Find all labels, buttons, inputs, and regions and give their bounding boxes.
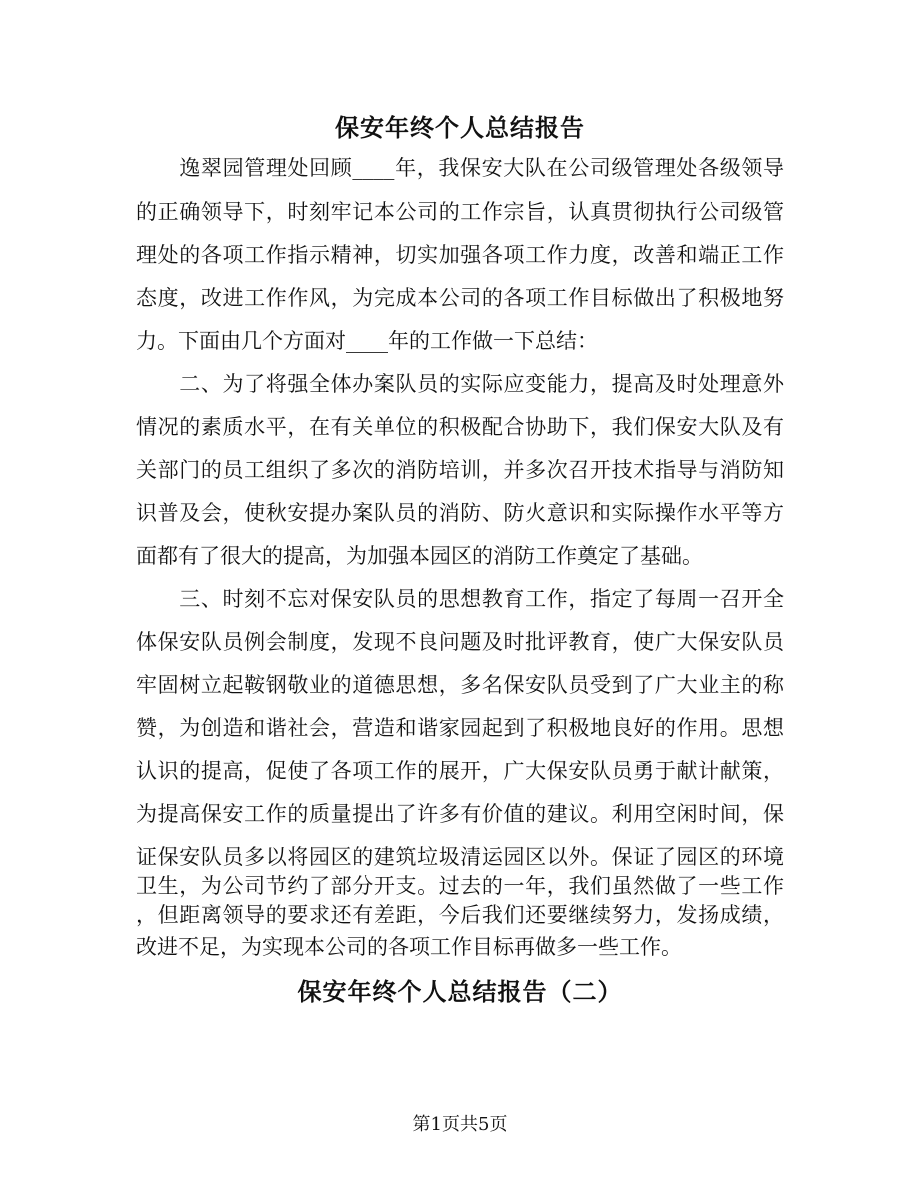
body-line-17: 证保安队员多以将园区的建筑垃圾清运园区以外。保证了园区的环境 [136, 845, 784, 869]
body-line-14: 赞，为创造和谐社会，营造和谐家园起到了积极地良好的作用。思想 [136, 716, 784, 740]
body-line-13: 牢固树立起鞍钢敬业的道德思想，多名保安队员受到了广大业主的称 [136, 673, 784, 697]
body-line-6: 二、为了将强全体办案队员的实际应变能力，提高及时处理意外 [136, 372, 784, 396]
body-line-12: 体保安队员例会制度，发现不良问题及时批评教育，使广大保安队员 [136, 630, 784, 654]
body-line-10: 面都有了很大的提高，为加强本园区的消防工作奠定了基础。 [136, 544, 703, 568]
body-line-8: 关部门的员工组织了多次的消防培训，并多次召开技术指导与消防知 [136, 458, 784, 482]
body-line-20: 改进不足，为实现本公司的各项工作目标再做多一些工作。 [136, 935, 682, 959]
body-line-18: 卫生，为公司节约了部分开支。过去的一年，我们虽然做了一些工作 [136, 874, 784, 898]
body-line-3: 理处的各项工作指示精神，切实加强各项工作力度，改善和端正工作 [136, 243, 784, 267]
body-line-1: 逸翠园管理处回顾____年，我保安大队在公司级管理处各级领导 [136, 156, 784, 180]
body-line-5: 力。下面由几个方面对____年的工作做一下总结： [136, 329, 598, 353]
second-title: 保安年终个人总结报告（二） [297, 977, 623, 1006]
body-line-2: 的正确领导下，时刻牢记本公司的工作宗旨，认真贯彻执行公司级管 [136, 200, 784, 224]
body-line-11: 三、时刻不忘对保安队员的思想教育工作，指定了每周一召开全 [136, 587, 784, 611]
body-line-15: 认识的提高，促使了各项工作的展开，广大保安队员勇于献计献策， [136, 759, 784, 783]
document-title: 保安年终个人总结报告 [335, 113, 585, 142]
body-line-16: 为提高保安工作的质量提出了许多有价值的建议。利用空闲时间，保 [136, 802, 784, 826]
body-line-9: 识普及会，使秋安提办案队员的消防、防火意识和实际操作水平等方 [136, 501, 784, 525]
page-footer: 第1页共5页 [412, 1114, 508, 1135]
body-line-19: ，但距离领导的要求还有差距，今后我们还要继续努力，发扬成绩， [136, 903, 784, 927]
body-line-4: 态度，改进工作作风，为完成本公司的各项工作目标做出了积极地努 [136, 286, 784, 310]
body-line-7: 情况的素质水平，在有关单位的积极配合协助下，我们保安大队及有 [136, 415, 784, 439]
